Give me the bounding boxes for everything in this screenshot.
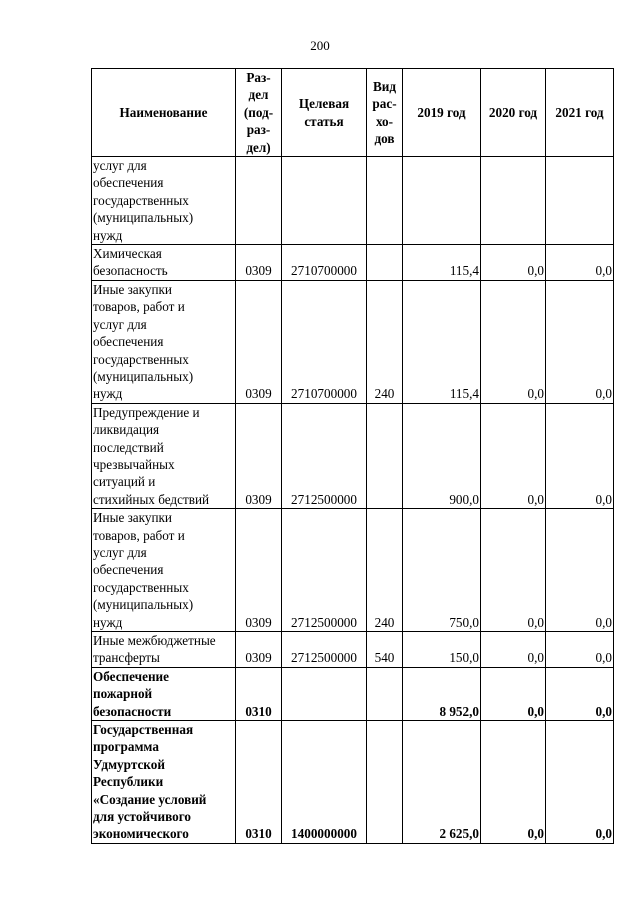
row-article: 2710700000 <box>282 245 367 281</box>
row-value-2020: 0,0 <box>481 245 546 281</box>
row-section: 0310 <box>236 667 282 720</box>
row-name-line: ликвидация <box>93 422 160 438</box>
row-value-2020: 0,0 <box>481 721 546 844</box>
row-name <box>92 721 236 844</box>
row-article: 2712500000 <box>282 509 367 632</box>
row-expense-type <box>367 157 403 245</box>
row-name-line: (муниципальных) <box>93 210 194 226</box>
row-value-2020: 0,0 <box>481 280 546 403</box>
row-name-line: трансферты <box>93 650 160 666</box>
row-name-line: государственных <box>93 579 189 595</box>
row-value-2019: 115,4 <box>403 245 481 281</box>
row-name-line: Удмуртской <box>93 756 165 772</box>
row-name-line: товаров, работ и <box>93 299 185 315</box>
row-name-line: обеспечения <box>93 175 164 191</box>
row-name-line: Химическая <box>93 246 162 262</box>
row-name-line: товаров, работ и <box>93 527 185 543</box>
header-expense-type-line: рас- <box>372 96 397 112</box>
row-article: 2710700000 <box>282 280 367 403</box>
row-name-line: «Создание условий <box>93 791 207 807</box>
table-header-row <box>92 69 614 157</box>
row-name-line: услуг для <box>93 158 147 174</box>
row-name-line: ситуаций и <box>93 474 156 490</box>
row-name-line: обеспечения <box>93 334 164 350</box>
row-value-2019: 115,4 <box>403 280 481 403</box>
row-expense-type: 240 <box>367 280 403 403</box>
row-value-2021: 0,0 <box>546 280 614 403</box>
row-value-2019: 150,0 <box>403 632 481 668</box>
header-article-line: статья <box>304 113 344 129</box>
row-name <box>92 280 236 403</box>
header-section-line: раз- <box>246 122 271 138</box>
header-expense-type <box>367 69 403 157</box>
row-expense-type <box>367 667 403 720</box>
row-name-line: Обеспечение <box>93 668 170 684</box>
row-name-line: обеспечения <box>93 562 164 578</box>
row-value-2019: 750,0 <box>403 509 481 632</box>
row-section: 0309 <box>236 280 282 403</box>
row-name-line: Иные межбюджетные <box>93 633 216 648</box>
row-name-line: Иные закупки <box>93 510 172 526</box>
row-name <box>92 509 236 632</box>
row-value-2021: 0,0 <box>546 667 614 720</box>
header-year-2020: 2020 год <box>481 69 546 157</box>
row-value-2020: 0,0 <box>481 403 546 508</box>
table-row <box>92 245 614 281</box>
header-section-line: дел) <box>246 139 271 155</box>
row-value-2020: 0,0 <box>481 509 546 632</box>
page-number: 200 <box>310 38 330 53</box>
row-value-2020 <box>481 157 546 245</box>
row-name-line: нужд <box>93 614 123 630</box>
table-row <box>92 632 614 668</box>
row-article: 2712500000 <box>282 632 367 668</box>
row-name-line: стихийных бедствий <box>93 491 210 507</box>
row-name-line: услуг для <box>93 544 147 560</box>
table-body <box>92 157 614 844</box>
row-expense-type: 240 <box>367 509 403 632</box>
row-name-line: (муниципальных) <box>93 368 194 384</box>
row-name-line: программа <box>93 739 159 755</box>
header-expense-type-line: хо- <box>375 113 394 129</box>
row-value-2020: 0,0 <box>481 632 546 668</box>
row-value-2019: 8 952,0 <box>403 667 481 720</box>
row-value-2021: 0,0 <box>546 403 614 508</box>
header-section <box>236 69 282 157</box>
row-name-line: государственных <box>93 351 189 367</box>
table-row <box>92 509 614 632</box>
row-name <box>92 403 236 508</box>
row-value-2019 <box>403 157 481 245</box>
row-section: 0309 <box>236 245 282 281</box>
row-article <box>282 157 367 245</box>
table-row <box>92 667 614 720</box>
header-section-line: дел <box>248 87 269 103</box>
header-section-line: (под- <box>243 104 274 120</box>
row-value-2021: 0,0 <box>546 245 614 281</box>
row-name <box>92 632 236 668</box>
row-name-line: (муниципальных) <box>93 597 194 613</box>
row-article <box>282 667 367 720</box>
row-expense-type <box>367 721 403 844</box>
row-name-line: Иные закупки <box>93 281 172 297</box>
row-article: 1400000000 <box>282 721 367 844</box>
row-name-line: последствий <box>93 439 164 455</box>
row-section: 0310 <box>236 721 282 844</box>
row-name-line: нужд <box>93 227 123 243</box>
row-value-2019: 2 625,0 <box>403 721 481 844</box>
row-name <box>92 245 236 281</box>
header-expense-type-line: дов <box>374 130 395 146</box>
row-value-2021 <box>546 157 614 245</box>
row-name-line: чрезвычайных <box>93 456 175 472</box>
row-article: 2712500000 <box>282 403 367 508</box>
row-name-line: Государственная <box>93 722 194 738</box>
row-expense-type: 540 <box>367 632 403 668</box>
row-name-line: безопасность <box>93 263 168 279</box>
row-name-line: пожарной <box>93 686 153 702</box>
table-row <box>92 280 614 403</box>
row-value-2021: 0,0 <box>546 632 614 668</box>
header-name: Наименование <box>92 69 236 157</box>
row-name-line: государственных <box>93 192 189 208</box>
header-year-2021: 2021 год <box>546 69 614 157</box>
row-section: 0309 <box>236 403 282 508</box>
row-section <box>236 157 282 245</box>
header-article <box>282 69 367 157</box>
row-name-line: Предупреждение и <box>93 404 200 420</box>
row-value-2020: 0,0 <box>481 667 546 720</box>
row-expense-type <box>367 403 403 508</box>
row-section: 0309 <box>236 632 282 668</box>
row-name-line: для устойчивого <box>93 809 191 825</box>
row-value-2021: 0,0 <box>546 509 614 632</box>
row-name-line: безопасности <box>93 703 172 719</box>
header-article-line: Целевая <box>298 96 350 112</box>
table-row <box>92 157 614 245</box>
row-name-line: экономического <box>93 826 189 842</box>
row-name-line: услуг для <box>93 316 147 332</box>
table-row <box>92 721 614 844</box>
row-name-line: нужд <box>93 386 123 402</box>
row-name-line: Республики <box>93 774 164 790</box>
table-row <box>92 403 614 508</box>
header-year-2019: 2019 год <box>403 69 481 157</box>
row-value-2019: 900,0 <box>403 403 481 508</box>
row-expense-type <box>367 245 403 281</box>
row-section: 0309 <box>236 509 282 632</box>
header-expense-type-line: Вид <box>372 78 397 94</box>
budget-table <box>91 68 614 844</box>
header-section-line: Раз- <box>246 70 271 85</box>
row-name <box>92 157 236 245</box>
row-value-2021: 0,0 <box>546 721 614 844</box>
row-name <box>92 667 236 720</box>
